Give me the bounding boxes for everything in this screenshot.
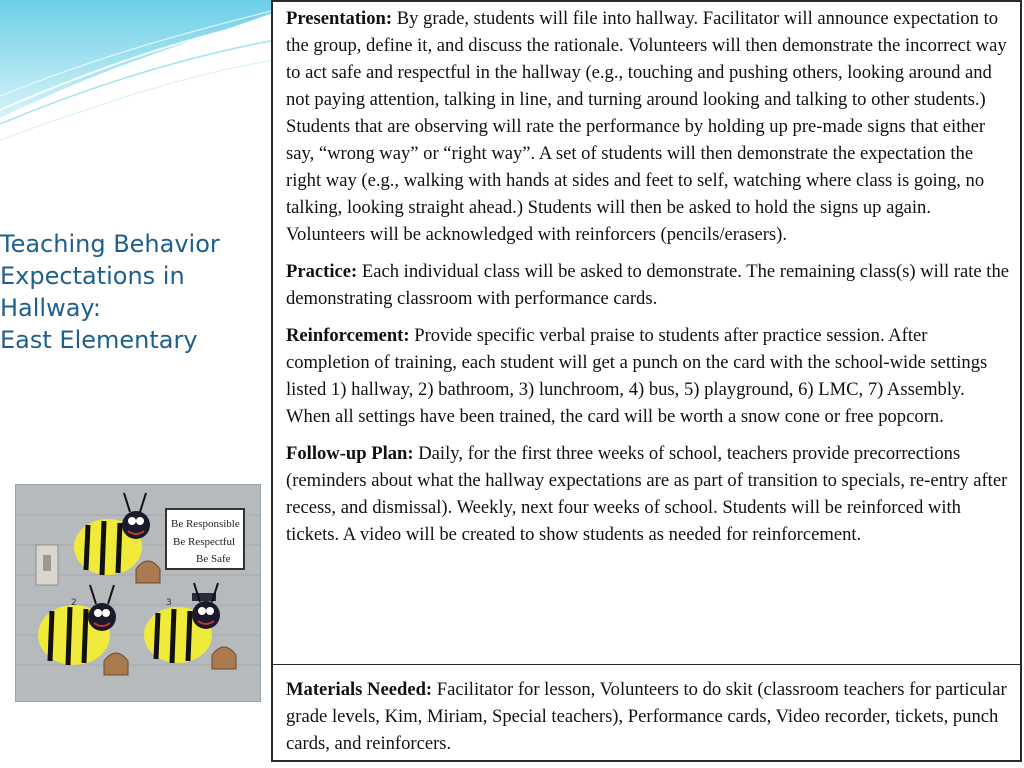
materials-heading: Materials Needed: [286,679,433,700]
bee-bulletin-board-photo [15,484,261,702]
title-line-4: East Elementary [0,326,198,354]
materials-text: Facilitator for lesson, Volunteers to do skit (classroom teachers for particular grade levels, Kim, Miriam, Special teachers), Performance cards, Video recorder, tickets, punch cards, and reinforcers. [286,679,1007,754]
presentation-text: By grade, students will file into hallway. Facilitator will announce expectation to the group, define it, and discuss the rationale. Volunteers will then demonstrate the incorrect way to act safe and respectful in the hallway (e.g., touching and pushing others, looking around and not paying attention, talking in line, and turning around looking and talking to other students.) Students that are observing will rate the performance by holding up pre-made signs that either say, “wrong way” or “right way”. A set of students will then demonstrate the expectation the right way (e.g., walking with hands at sides and feet to self, watching where class is going, no talking, looking straight ahead.) Students will then be asked to hold the signs up again. Volunteers will be acknowledged with reinforcers (pencils/erasers). [286,8,1007,245]
sign-line-1: Be Responsible [171,518,240,530]
decorative-wave [0,0,275,150]
reinforcement-heading: Reinforcement: [286,325,410,346]
presentation-heading: Presentation: [286,8,393,29]
practice-heading: Practice: [286,261,358,282]
title-line-1: Teaching Behavior [0,230,220,258]
followup-heading: Follow-up Plan: [286,443,414,464]
title-line-2: Expectations in [0,262,185,290]
materials-cell [273,666,1020,760]
followup-text: Daily, for the first three weeks of school, teachers provide precorrections (reminders about what the hallway expectations are as part of transition to specials, re-entry after recess, and dismissal). Weekly, next four weeks of school. Students will be reinforced with tickets. A video will be created to show students as needed for reinforcement. [286,443,1008,545]
followup-section [286,440,1010,548]
practice-text: Each individual class will be asked to demonstrate. The remaining class(s) will rate the demonstrating classroom with performance cards. [286,261,1010,309]
sign-line-2: Be Respectful [173,536,236,548]
slide-title [0,228,262,356]
lesson-plan-table [271,0,1022,762]
title-line-3: Hallway: [0,294,101,322]
practice-section [286,258,1010,312]
reinforcement-text: Provide specific verbal praise to students after practice session. After completion of training, each student will get a punch on the card with the school-wide settings listed 1) hallway, 2) bathroom, 3) lunchroom, 4) bus, 5) playground, 6) LMC, 7) Assembly. When all settings have been trained, the card will be worth a snow cone or free popcorn. [286,325,988,427]
presentation-section [286,5,1010,248]
reinforcement-section [286,322,1010,430]
bee-number-3: 3 [166,598,172,608]
sign-line-3: Be Safe [196,553,231,565]
bee-number-2: 2 [71,598,77,608]
materials-section [286,676,1010,757]
bee-photo-illustration [16,485,260,701]
lesson-plan-main-cell [273,2,1020,665]
